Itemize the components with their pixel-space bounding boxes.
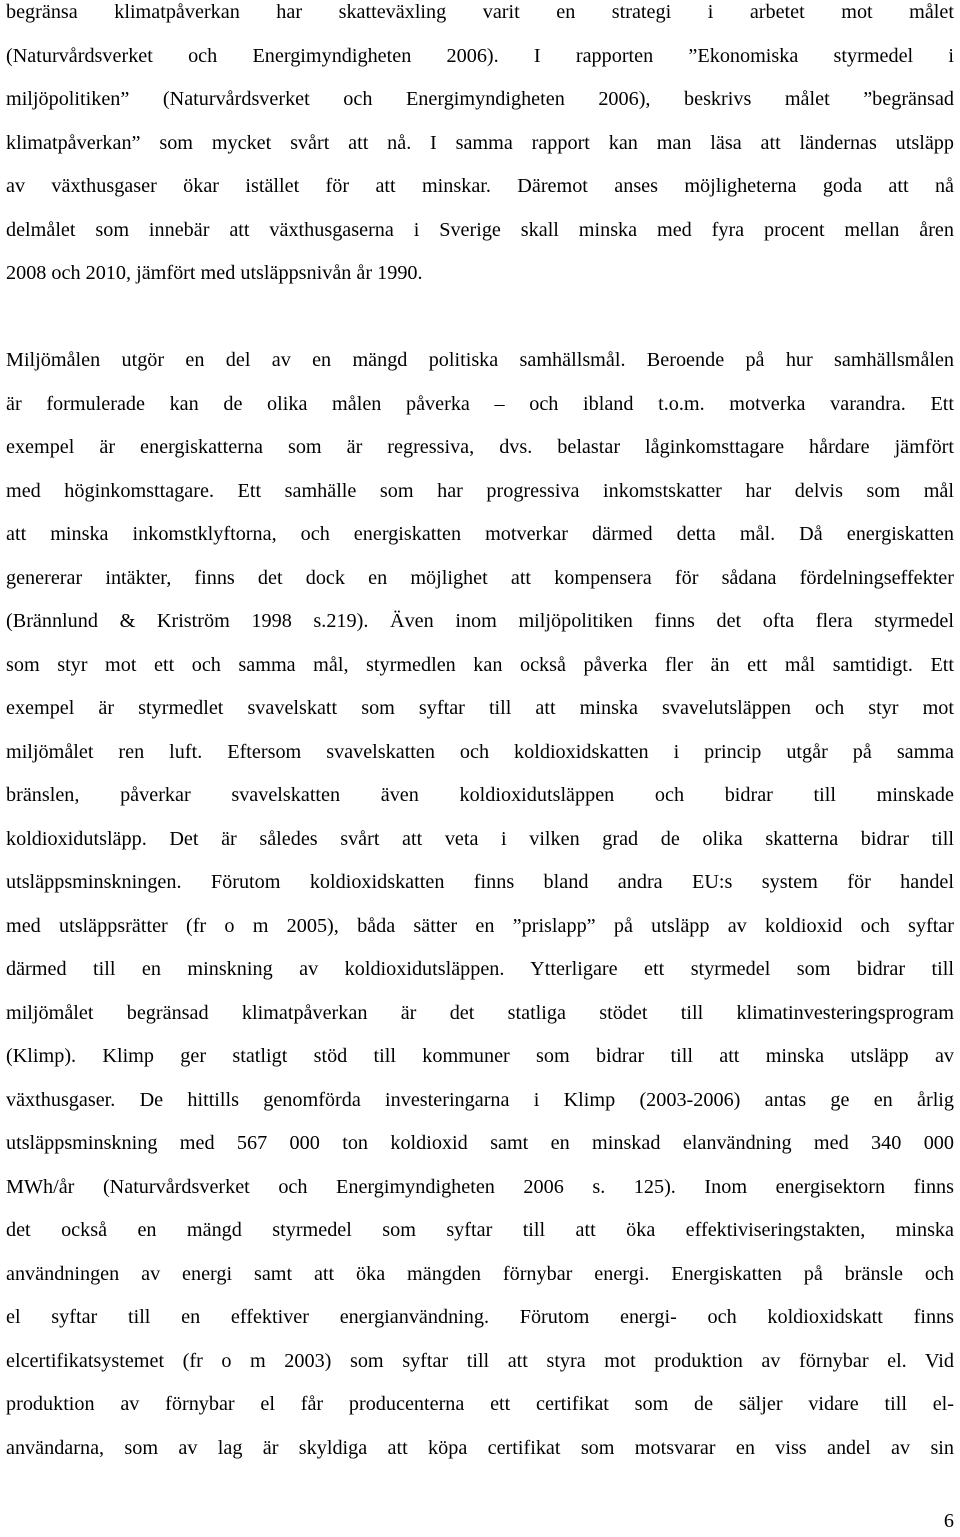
- text-line: utsläppsminskning med 567 000 ton koldioxid samt en minskad elanvändning med 340 000: [6, 1132, 954, 1154]
- text-line: användningen av energi samt att öka mängden förnybar energi. Energiskatten på bränsle och: [6, 1262, 954, 1285]
- text-line: är formulerade kan de olika målen påverka – och ibland t.o.m. motverka varandra. Ett: [6, 392, 954, 415]
- text-line: därmed till en minskning av koldioxidutsläppen. Ytterligare ett styrmedel som bidrar till: [6, 958, 954, 980]
- text-line: utsläppsminskningen. Förutom koldioxidskatten finns bland andra EU:s system för handel: [6, 871, 954, 893]
- text-line: elcertifikatsystemet (fr o m 2003) som syftar till att styra mot produktion av förnybar el. Vid: [6, 1349, 954, 1372]
- paragraph-spacer: [6, 296, 954, 340]
- document-page: [6, 0, 954, 1470]
- text-line: miljömålet ren luft. Eftersom svavelskatten och koldioxidskatten i princip utgår på samma: [6, 740, 954, 763]
- text-line: produktion av förnybar el får producenterna ett certifikat som de säljer vidare till el-: [6, 1393, 954, 1415]
- paragraph-2: [6, 339, 954, 1470]
- text-line: det också en mängd styrmedel som syftar till att öka effektiviseringstakten, minska: [6, 1219, 954, 1241]
- text-line: som styr mot ett och samma mål, styrmedlen kan också påverka fler än ett mål samtidigt. Ett: [6, 653, 954, 676]
- text-line: delmålet som innebär att växthusgaserna i Sverige skall minska med fyra procent mellan åren: [6, 218, 954, 241]
- paragraph-1: [6, 0, 954, 296]
- text-line: exempel är energiskatterna som är regressiva, dvs. belastar låginkomsttagare hårdare jämfört: [6, 436, 954, 458]
- text-line: miljömålet begränsad klimatpåverkan är det statliga stödet till klimatinvesteringsprogram: [6, 1001, 954, 1024]
- text-line: klimatpåverkan” som mycket svårt att nå. I samma rapport kan man läsa att ländernas utsläpp: [6, 131, 954, 154]
- text-line: (Brännlund & Kriström 1998 s.219). Även inom miljöpolitiken finns det ofta flera styrmedel: [6, 610, 954, 632]
- text-line: (Klimp). Klimp ger statligt stöd till kommuner som bidrar till att minska utsläpp av: [6, 1045, 954, 1067]
- text-line: miljöpolitiken” (Naturvårdsverket och Energimyndigheten 2006), beskrivs målet ”begränsad: [6, 88, 954, 110]
- text-line: användarna, som av lag är skyldiga att köpa certifikat som motsvarar en viss andel av sin: [6, 1436, 954, 1459]
- page-number: 6: [943, 1510, 954, 1532]
- text-line: av växthusgaser ökar istället för att minskar. Däremot anses möjligheterna goda att nå: [6, 175, 954, 197]
- text-line: 2008 och 2010, jämfört med utsläppsnivån år 1990.: [6, 262, 423, 284]
- text-line: (Naturvårdsverket och Energimyndigheten 2006). I rapporten ”Ekonomiska styrmedel i: [6, 44, 954, 67]
- text-line: Miljömålen utgör en del av en mängd politiska samhällsmål. Beroende på hur samhällsmålen: [6, 349, 954, 371]
- text-line: el syftar till en effektiver energianvändning. Förutom energi- och koldioxidskatt finns: [6, 1306, 954, 1328]
- text-line: med höginkomsttagare. Ett samhälle som har progressiva inkomstskatter har delvis som mål: [6, 479, 954, 502]
- text-line: genererar intäkter, finns det dock en möjlighet att kompensera för sådana fördelningseffekter: [6, 566, 954, 589]
- text-line: koldioxidutsläpp. Det är således svårt att veta i vilken grad de olika skatterna bidrar till: [6, 827, 954, 850]
- text-line: med utsläppsrätter (fr o m 2005), båda sätter en ”prislapp” på utsläpp av koldioxid och syftar: [6, 914, 954, 937]
- text-line: växthusgaser. De hittills genomförda investeringarna i Klimp (2003-2006) antas ge en årlig: [6, 1088, 954, 1111]
- text-line: att minska inkomstklyftorna, och energiskatten motverkar därmed detta mål. Då energiskatten: [6, 523, 954, 545]
- text-line: MWh/år (Naturvårdsverket och Energimyndigheten 2006 s. 125). Inom energisektorn finns: [6, 1175, 954, 1198]
- text-line: begränsa klimatpåverkan har skatteväxling varit en strategi i arbetet mot målet: [6, 1, 954, 23]
- text-line: exempel är styrmedlet svavelskatt som syftar till att minska svavelutsläppen och styr mot: [6, 697, 954, 719]
- text-line: bränslen, påverkar svavelskatten även koldioxidutsläppen och bidrar till minskade: [6, 784, 954, 806]
